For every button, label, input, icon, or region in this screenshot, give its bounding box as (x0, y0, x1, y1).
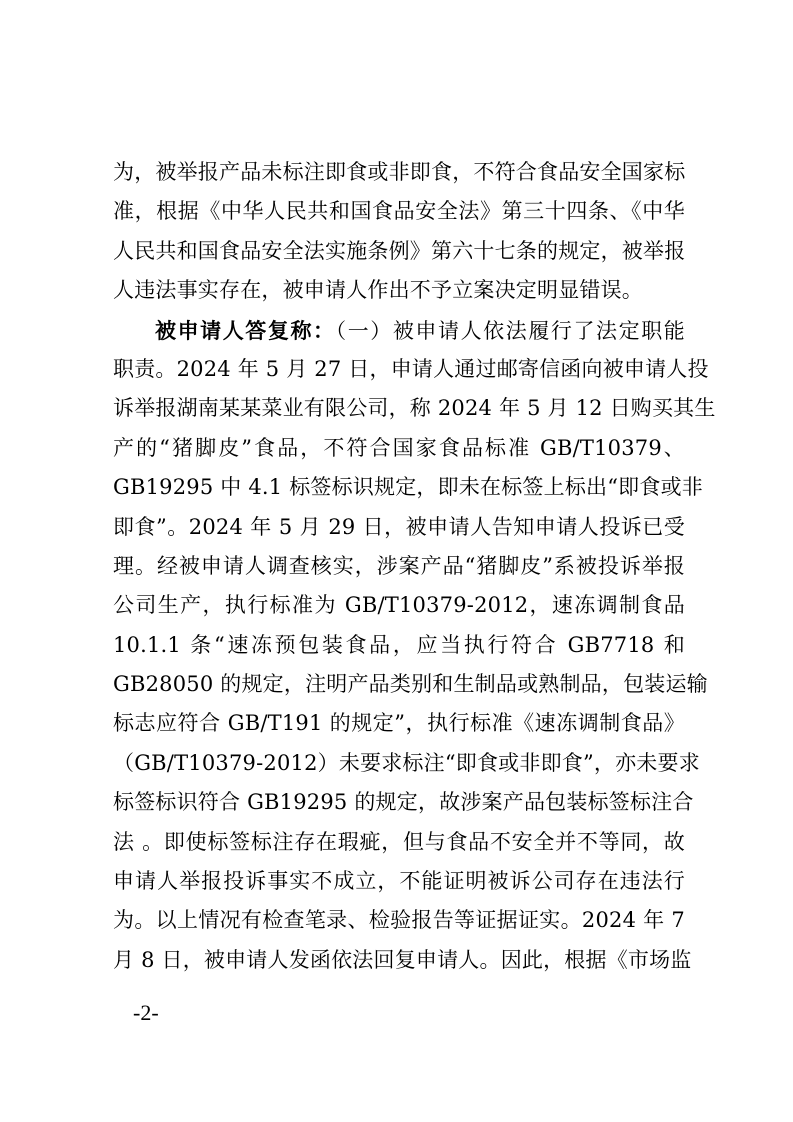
body-text (113, 153, 716, 980)
text-line: 标志应符合 GB/T191 的规定”，执行标准《速冻调制食品》 (113, 711, 685, 736)
text-line: （GB/T10379-2012）未要求标注“即食或非即食”，亦未要求 (113, 750, 700, 775)
text-line: 诉举报湖南某某菜业有限公司，称 2024 年 5 月 12 日购买其生 (113, 396, 716, 421)
text-line: 为。以上情况有检查笔录、检验报告等证据证实。2024 年 7 (113, 908, 685, 933)
text-line: 10.1.1 条“速冻预包装食品，应当执行符合 GB7718 和 (113, 632, 685, 657)
text-line: 为，被举报产品未标注即食或非即食，不符合食品安全国家标 (113, 160, 686, 184)
page-number: -2- (133, 1000, 159, 1025)
text-line: 人违法事实存在，被申请人作出不予立案决定明显错误。 (113, 278, 643, 303)
text-line: 人民共和国食品安全法实施条例》第六十七条的规定，被举报 (113, 238, 686, 263)
text-line: 职责。2024 年 5 月 27 日，申请人通过邮寄信函向被申请人投 (113, 356, 709, 381)
text-line: GB28050 的规定，注明产品类别和生制品或熟制品，包装运输 (113, 672, 708, 697)
text-line: 公司生产，执行标准为 GB/T10379-2012，速冻调制食品 (113, 593, 685, 618)
text-line: 即食”。2024 年 5 月 29 日，被申请人告知申请人投诉已受 (113, 514, 685, 539)
text-line: GB19295 中 4.1 标签标识规定，即未在标签上标出“即食或非 (113, 475, 703, 500)
text-line: 理。经被申请人调查核实，涉案产品“猪脚皮”系被投诉举报 (113, 553, 685, 578)
respondent-reply-heading: 被申请人答复称： (155, 317, 336, 343)
paragraph-start-line (113, 311, 685, 350)
text-line: 标签标识符合 GB19295 的规定，故涉案产品包装标签标注合 (113, 790, 694, 815)
text-line: 法 。即使标签标注存在瑕疵，但与食品不安全并不等同，故 (113, 829, 685, 854)
text-line: 准，根据《中华人民共和国食品安全法》第三十四条、《中华 (113, 199, 685, 224)
text-line: 产的“猪脚皮”食品，不符合国家食品标准 GB/T10379、 (113, 435, 685, 460)
text-span: （一）被申请人依法履行了法定职能 (335, 318, 685, 343)
text-line: 申请人举报投诉事实不成立，不能证明被诉公司存在违法行 (113, 869, 685, 894)
text-line: 月 8 日，被申请人发函依法回复申请人。因此，根据《市场监 (113, 947, 692, 972)
